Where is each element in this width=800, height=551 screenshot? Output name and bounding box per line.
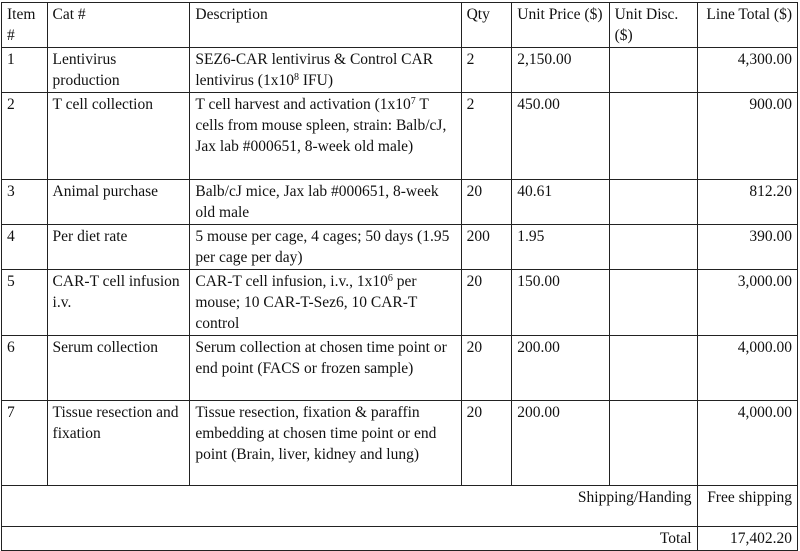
qty: 2 [461,93,512,180]
unit-price: 200.00 [512,336,609,401]
unit-disc [609,180,697,225]
shipping-label: Shipping/Handing [2,486,698,527]
unit-price: 150.00 [512,270,609,336]
header-description: Description [190,3,461,48]
qty: 200 [461,225,512,270]
line-total: 390.00 [697,225,797,270]
description: 5 mouse per cage, 4 cages; 50 days (1.95 per cage per day) [190,225,461,270]
description [190,93,461,180]
cat-number: Animal purchase [47,180,190,225]
description: Serum collection at chosen time point or end point (FACS or frozen sample) [190,336,461,401]
description-exponent: 7 [410,96,416,107]
cat-number: CAR-T cell infusion i.v. [47,270,190,336]
line-total: 900.00 [697,93,797,180]
table-row [2,336,798,401]
table-row [2,93,798,180]
item-number: 7 [2,401,48,486]
line-total: 4,000.00 [697,336,797,401]
table-row [2,225,798,270]
quote-table [1,2,798,551]
item-number: 6 [2,336,48,401]
qty: 20 [461,270,512,336]
line-total: 4,000.00 [697,401,797,486]
item-number: 1 [2,48,48,93]
table-row [2,270,798,336]
item-number: 2 [2,93,48,180]
header-cat: Cat # [47,3,190,48]
description: Tissue resection, fixation & paraffin embedding at chosen time point or end point (Brain, liver, kidney and lung) [190,401,461,486]
shipping-row [2,486,798,527]
cat-number: Per diet rate [47,225,190,270]
header-line-total: Line Total ($) [697,3,797,48]
unit-price: 200.00 [512,401,609,486]
description-text: SEZ6-CAR lentivirus & Control CAR lentivirus (1x10 [195,51,434,89]
qty: 2 [461,48,512,93]
unit-price: 40.61 [512,180,609,225]
unit-price: 2,150.00 [512,48,609,93]
unit-disc [609,225,697,270]
unit-price: 1.95 [512,225,609,270]
qty: 20 [461,336,512,401]
description-text: CAR-T cell infusion, i.v., 1x10 [195,273,388,290]
unit-disc [609,270,697,336]
description-exponent: 6 [387,273,393,284]
line-total: 3,000.00 [697,270,797,336]
total-value: 17,402.20 [697,527,797,551]
description-text: T cell harvest and activation (1x10 [195,96,411,113]
line-total: 4,300.00 [697,48,797,93]
cat-number: T cell collection [47,93,190,180]
qty: 20 [461,401,512,486]
description-text: per mouse; 10 CAR-T-Sez6, 10 CAR-T control [195,273,418,332]
description-text: T cells from mouse spleen, strain: Balb/cJ, Jax lab #000651, 8-week old male) [195,96,447,155]
table-row [2,180,798,225]
cat-number: Tissue resection and fixation [47,401,190,486]
header-unit-disc: Unit Disc. ($) [609,3,697,48]
line-total: 812.20 [697,180,797,225]
total-row [2,527,798,551]
item-number: 4 [2,225,48,270]
table-header-row [2,3,798,48]
shipping-value: Free shipping [697,486,797,527]
unit-disc [609,401,697,486]
unit-disc [609,48,697,93]
unit-disc [609,336,697,401]
table-row [2,48,798,93]
total-label: Total [2,527,698,551]
item-number: 3 [2,180,48,225]
header-unit-price: Unit Price ($) [512,3,609,48]
cat-number: Lentivirus production [47,48,190,93]
cat-number: Serum collection [47,336,190,401]
description [190,48,461,93]
header-qty: Qty [461,3,512,48]
qty: 20 [461,180,512,225]
description-text: IFU) [298,72,333,89]
header-item: Item # [2,3,48,48]
unit-disc [609,93,697,180]
description [190,270,461,336]
item-number: 5 [2,270,48,336]
table-row [2,401,798,486]
description: Balb/cJ mice, Jax lab #000651, 8-week old male [190,180,461,225]
unit-price: 450.00 [512,93,609,180]
description-exponent: 8 [293,72,299,83]
